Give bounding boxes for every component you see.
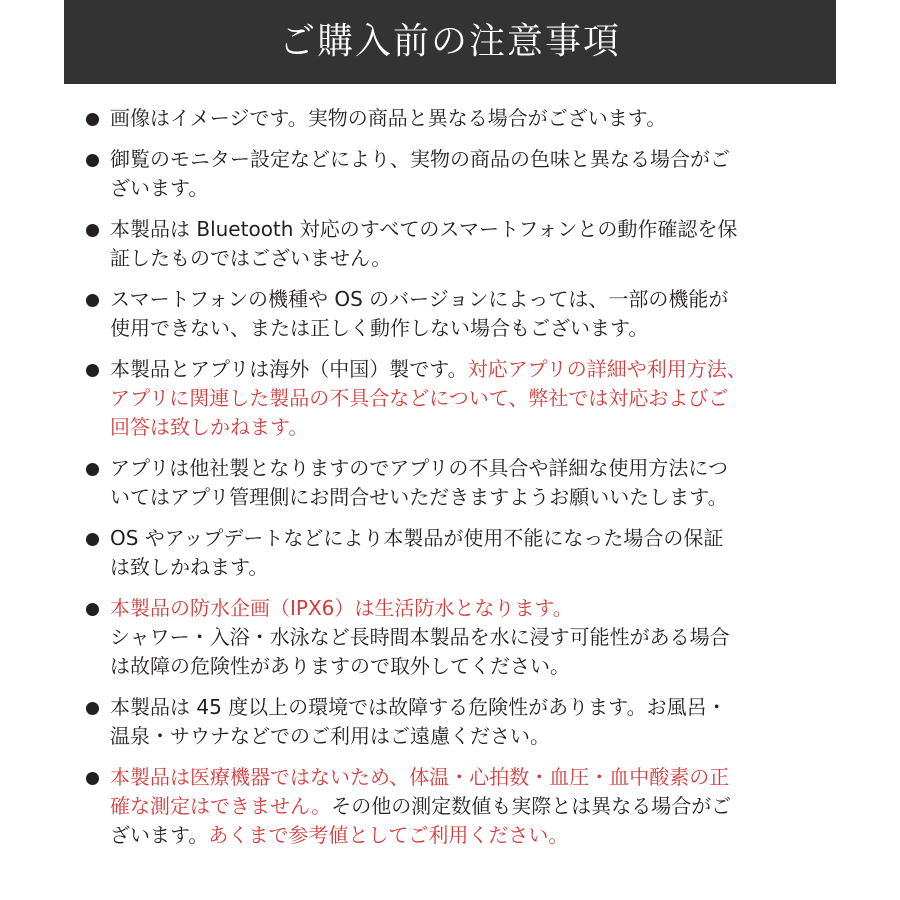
notice-text: 温泉・サウナなどでのご利用はご遠慮ください。	[110, 724, 550, 748]
notice-line	[110, 104, 826, 133]
notice-line	[110, 821, 826, 850]
notice-text: OS やアップデートなどにより本製品が使用不能になった場合の保証	[110, 526, 724, 550]
bullet-icon	[86, 154, 99, 167]
bullet-icon	[86, 294, 99, 307]
notice-item	[86, 355, 826, 442]
warning-text: あくまで参考値としてご利用ください。	[208, 823, 569, 847]
bullet-icon	[86, 603, 99, 616]
page-title: ご購入前の注意事項	[278, 21, 621, 62]
notice-list	[86, 104, 826, 862]
warning-text: 本製品の防水企画（IPX6）は生活防水となります。	[110, 596, 573, 620]
notice-item	[86, 104, 826, 133]
notice-item	[86, 215, 826, 273]
notice-text: は致しかねます。	[110, 555, 269, 579]
notice-text: 本製品とアプリは海外（中国）製です。	[110, 357, 468, 381]
notice-text: シャワー・入浴・水泳など長時間本製品を水に浸す可能性がある場合	[110, 625, 730, 649]
bullet-icon	[86, 224, 99, 237]
notice-text: は故障の危険性がありますので取外してください。	[110, 654, 570, 678]
notice-text: いてはアプリ管理側にお問合せいただきますようお願いいたします。	[110, 485, 728, 509]
bullet-icon	[86, 463, 99, 476]
notice-text: 御覧のモニター設定などにより、実物の商品の色味と異なる場合がご	[110, 147, 730, 171]
notice-line	[110, 244, 826, 273]
notice-line	[110, 145, 826, 174]
notice-text: ざいます。	[110, 823, 209, 847]
notice-item	[86, 145, 826, 203]
notice-text: ざいます。	[110, 176, 209, 200]
notice-line	[110, 215, 826, 244]
notice-line	[110, 553, 826, 582]
notice-line	[110, 174, 826, 203]
bullet-icon	[86, 533, 99, 546]
warning-text: 回答は致しかねます。	[110, 415, 309, 439]
notice-item	[86, 285, 826, 343]
notice-item	[86, 693, 826, 751]
notice-line	[110, 413, 826, 442]
notice-line	[110, 722, 826, 751]
notice-line	[110, 384, 826, 413]
notice-item	[86, 454, 826, 512]
notice-line	[110, 763, 826, 792]
notice-item	[86, 763, 826, 850]
notice-text: 使用できない、または正しく動作しない場合もございます。	[110, 316, 649, 340]
bullet-icon	[86, 702, 99, 715]
notice-line	[110, 792, 826, 821]
notice-line	[110, 314, 826, 343]
notice-text: 画像はイメージです。実物の商品と異なる場合がございます。	[110, 106, 667, 130]
notice-line	[110, 524, 826, 553]
bullet-icon	[86, 113, 99, 126]
bullet-icon	[86, 772, 99, 785]
notice-item	[86, 524, 826, 582]
notice-text: 本製品は 45 度以上の環境では故障する危険性があります。お風呂・	[110, 695, 727, 719]
notice-text: アプリは他社製となりますのでアプリの不具合や詳細な使用方法につ	[110, 456, 728, 480]
notice-line	[110, 355, 826, 384]
notice-item	[86, 594, 826, 681]
notice-line	[110, 454, 826, 483]
warning-text: 確な測定はできません。	[110, 794, 332, 818]
warning-text: 本製品は医療機器ではないため、体温・心拍数・血圧・血中酸素の正	[110, 765, 730, 789]
notice-line	[110, 594, 826, 623]
bullet-icon	[86, 364, 99, 377]
notice-text: 本製品は Bluetooth 対応のすべてのスマートフォンとの動作確認を保	[110, 217, 738, 241]
notice-line	[110, 623, 826, 652]
header-banner	[64, 0, 836, 84]
notice-line	[110, 652, 826, 681]
notice-text: その他の測定数値も実際とは異なる場合がご	[331, 794, 732, 818]
warning-text: 対応アプリの詳細や利用方法、	[467, 357, 747, 381]
warning-text: アプリに関連した製品の不具合などについて、弊社では対応およびご	[110, 386, 729, 410]
notice-text: 証したものではございません。	[110, 246, 392, 270]
notice-line	[110, 693, 826, 722]
notice-line	[110, 483, 826, 512]
notice-line	[110, 285, 826, 314]
notice-text: スマートフォンの機種や OS のバージョンによっては、一部の機能が	[110, 287, 729, 311]
